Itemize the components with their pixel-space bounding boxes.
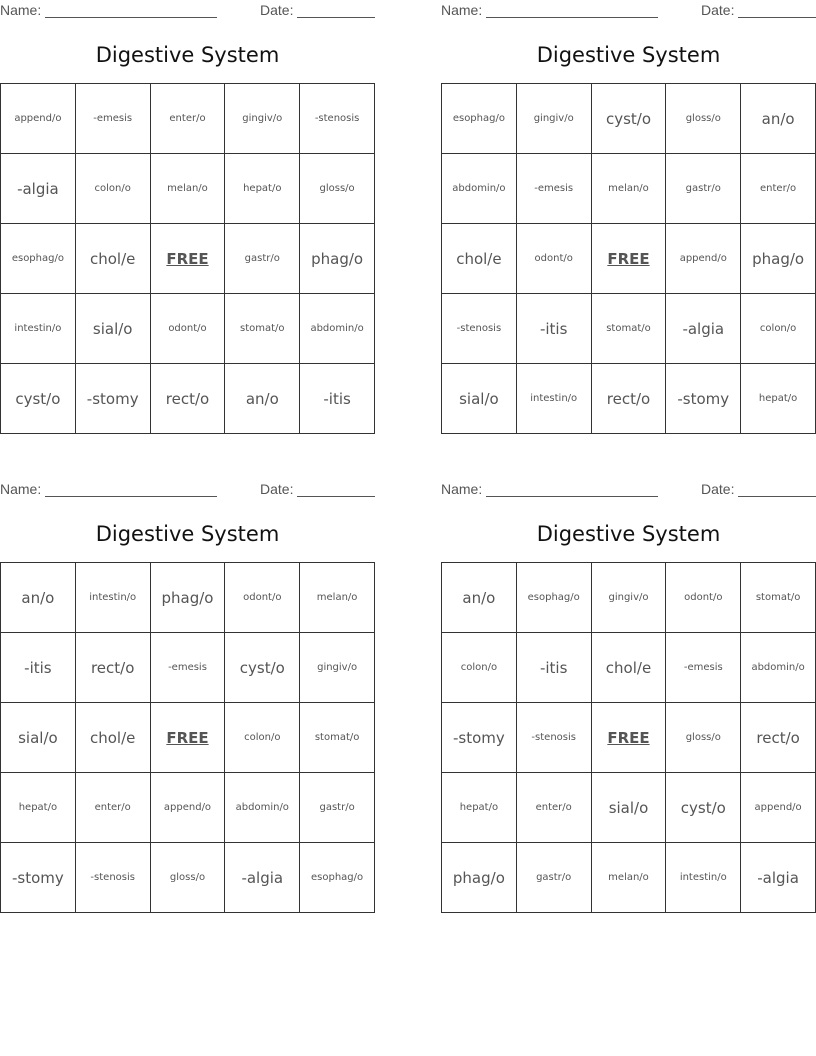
bingo-grid <box>441 83 816 434</box>
bingo-cell: intestin/o <box>666 843 741 913</box>
bingo-grid <box>441 562 816 913</box>
bingo-cell: stomat/o <box>300 703 375 773</box>
bingo-cell: sial/o <box>442 364 517 434</box>
card-header <box>0 0 375 20</box>
bingo-cell: -stenosis <box>76 843 151 913</box>
bingo-cell: esophag/o <box>442 84 517 154</box>
bingo-cell: an/o <box>741 84 816 154</box>
bingo-cell: append/o <box>1 84 76 154</box>
free-space: FREE <box>592 224 667 294</box>
bingo-grid <box>0 562 375 913</box>
bingo-cell: enter/o <box>151 84 226 154</box>
name-blank-line <box>486 17 658 18</box>
bingo-cell: phag/o <box>741 224 816 294</box>
date-label: Date: <box>701 2 735 18</box>
bingo-cell: phag/o <box>300 224 375 294</box>
bingo-cell: gingiv/o <box>592 563 667 633</box>
bingo-cell: -emesis <box>76 84 151 154</box>
bingo-cell: -emesis <box>666 633 741 703</box>
date-label: Date: <box>701 481 735 497</box>
date-blank-line <box>738 17 816 18</box>
name-blank-line <box>45 17 217 18</box>
bingo-cell: hepat/o <box>1 773 76 843</box>
bingo-cell: gingiv/o <box>517 84 592 154</box>
bingo-cell: -itis <box>300 364 375 434</box>
bingo-cell: an/o <box>225 364 300 434</box>
bingo-cell: intestin/o <box>1 294 76 364</box>
bingo-cell: abdomin/o <box>225 773 300 843</box>
bingo-grid <box>0 83 375 434</box>
bingo-cell: chol/e <box>592 633 667 703</box>
bingo-cell: rect/o <box>151 364 226 434</box>
bingo-cell: melan/o <box>592 154 667 224</box>
bingo-cell: esophag/o <box>300 843 375 913</box>
bingo-cell: cyst/o <box>666 773 741 843</box>
name-blank-line <box>486 496 658 497</box>
bingo-cell: -emesis <box>151 633 226 703</box>
bingo-cell: -algia <box>1 154 76 224</box>
bingo-cell: enter/o <box>517 773 592 843</box>
bingo-cell: gastr/o <box>300 773 375 843</box>
bingo-cell: -stomy <box>76 364 151 434</box>
bingo-cell: hepat/o <box>442 773 517 843</box>
date-blank-line <box>738 496 816 497</box>
card-title: Digestive System <box>95 522 280 546</box>
bingo-cell: odont/o <box>666 563 741 633</box>
bingo-cell: -itis <box>517 294 592 364</box>
bingo-cell: gastr/o <box>666 154 741 224</box>
free-space: FREE <box>592 703 667 773</box>
bingo-cell: chol/e <box>442 224 517 294</box>
name-label: Name: <box>0 2 42 18</box>
bingo-cell: hepat/o <box>225 154 300 224</box>
bingo-cell: odont/o <box>151 294 226 364</box>
bingo-cell: an/o <box>1 563 76 633</box>
bingo-cell: sial/o <box>76 294 151 364</box>
bingo-card-1 <box>0 0 375 408</box>
date-blank-line <box>297 496 375 497</box>
bingo-cell: esophag/o <box>517 563 592 633</box>
bingo-cell: colon/o <box>76 154 151 224</box>
bingo-cell: chol/e <box>76 224 151 294</box>
date-label: Date: <box>260 2 294 18</box>
bingo-cell: -itis <box>1 633 76 703</box>
card-header <box>0 479 375 499</box>
bingo-cell: stomat/o <box>225 294 300 364</box>
card-title: Digestive System <box>536 43 721 67</box>
bingo-cell: gastr/o <box>225 224 300 294</box>
bingo-cell: abdomin/o <box>300 294 375 364</box>
bingo-cell: chol/e <box>76 703 151 773</box>
bingo-cell: -stomy <box>442 703 517 773</box>
bingo-cell: -stenosis <box>300 84 375 154</box>
bingo-cell: intestin/o <box>517 364 592 434</box>
date-label: Date: <box>260 481 294 497</box>
bingo-cell: stomat/o <box>741 563 816 633</box>
card-title: Digestive System <box>95 43 280 67</box>
bingo-cell: rect/o <box>76 633 151 703</box>
bingo-card-4 <box>441 479 816 887</box>
bingo-cell: enter/o <box>76 773 151 843</box>
bingo-cell: gastr/o <box>517 843 592 913</box>
bingo-card-3 <box>0 479 375 887</box>
bingo-cell: -stomy <box>666 364 741 434</box>
date-blank-line <box>297 17 375 18</box>
bingo-cell: stomat/o <box>592 294 667 364</box>
bingo-cell: colon/o <box>741 294 816 364</box>
bingo-cell: enter/o <box>741 154 816 224</box>
name-blank-line <box>45 496 217 497</box>
bingo-cell: append/o <box>151 773 226 843</box>
bingo-cell: hepat/o <box>741 364 816 434</box>
bingo-cell: melan/o <box>151 154 226 224</box>
bingo-cell: sial/o <box>1 703 76 773</box>
bingo-cell: -itis <box>517 633 592 703</box>
bingo-cell: -algia <box>741 843 816 913</box>
bingo-cell: abdomin/o <box>442 154 517 224</box>
bingo-cell: colon/o <box>442 633 517 703</box>
name-label: Name: <box>0 481 42 497</box>
bingo-cell: odont/o <box>225 563 300 633</box>
bingo-cell: melan/o <box>592 843 667 913</box>
bingo-cell: esophag/o <box>1 224 76 294</box>
bingo-cell: gloss/o <box>300 154 375 224</box>
bingo-cell: melan/o <box>300 563 375 633</box>
free-space: FREE <box>151 703 226 773</box>
card-header <box>441 0 816 20</box>
bingo-cell: gloss/o <box>666 84 741 154</box>
bingo-cell: rect/o <box>741 703 816 773</box>
bingo-cell: rect/o <box>592 364 667 434</box>
bingo-cell: append/o <box>741 773 816 843</box>
bingo-cell: -stenosis <box>517 703 592 773</box>
free-space: FREE <box>151 224 226 294</box>
bingo-cell: an/o <box>442 563 517 633</box>
bingo-cell: cyst/o <box>1 364 76 434</box>
bingo-cell: phag/o <box>151 563 226 633</box>
bingo-cell: cyst/o <box>592 84 667 154</box>
bingo-cell: intestin/o <box>76 563 151 633</box>
bingo-cell: -emesis <box>517 154 592 224</box>
card-title: Digestive System <box>536 522 721 546</box>
name-label: Name: <box>441 481 483 497</box>
bingo-cell: sial/o <box>592 773 667 843</box>
bingo-cell: -algia <box>225 843 300 913</box>
bingo-cell: colon/o <box>225 703 300 773</box>
bingo-cell: phag/o <box>442 843 517 913</box>
bingo-cell: gloss/o <box>151 843 226 913</box>
bingo-cell: odont/o <box>517 224 592 294</box>
bingo-cell: abdomin/o <box>741 633 816 703</box>
bingo-cell: -stenosis <box>442 294 517 364</box>
bingo-cell: -algia <box>666 294 741 364</box>
bingo-cell: gloss/o <box>666 703 741 773</box>
bingo-cell: -stomy <box>1 843 76 913</box>
bingo-cell: cyst/o <box>225 633 300 703</box>
name-label: Name: <box>441 2 483 18</box>
bingo-cell: gingiv/o <box>300 633 375 703</box>
card-header <box>441 479 816 499</box>
bingo-cell: gingiv/o <box>225 84 300 154</box>
bingo-card-2 <box>441 0 816 408</box>
bingo-cell: append/o <box>666 224 741 294</box>
